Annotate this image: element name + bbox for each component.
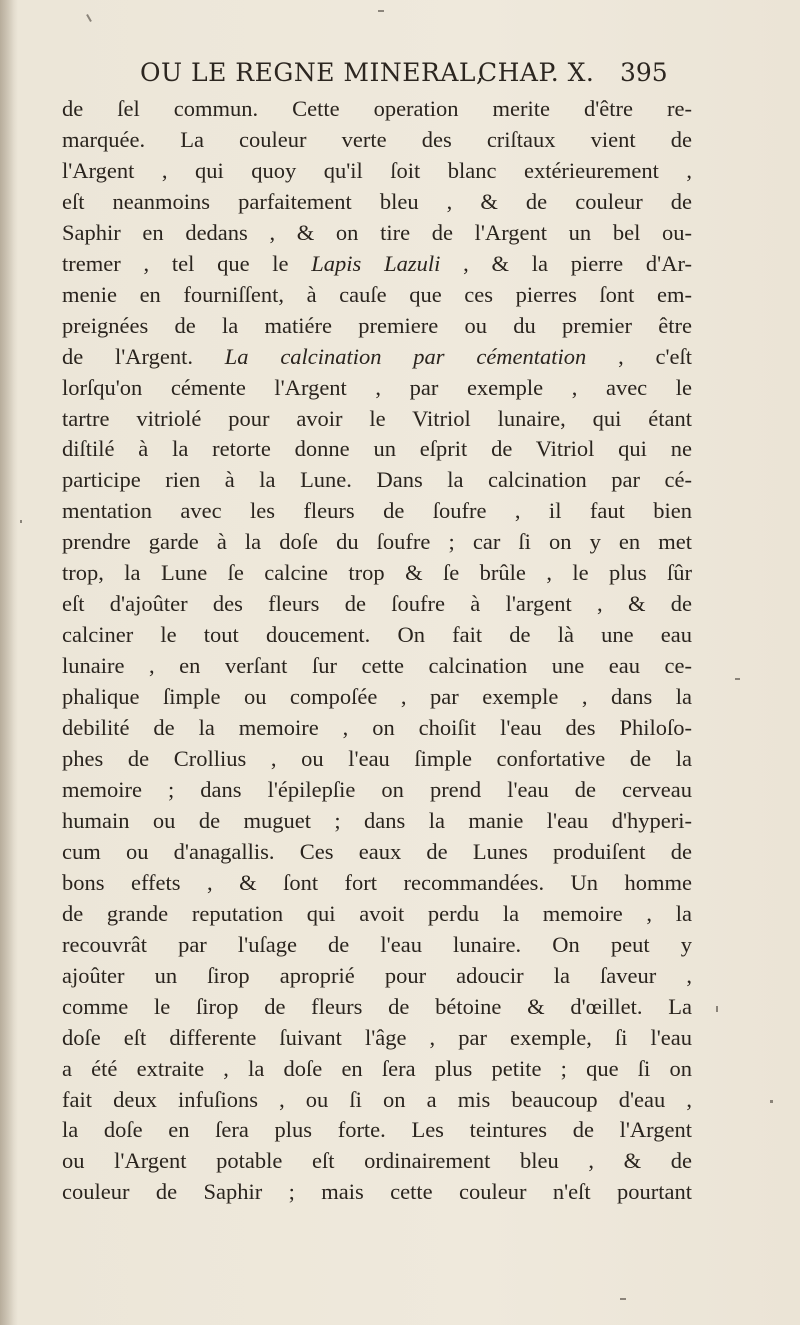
text-line <box>62 342 692 373</box>
text-segment: eſt d'ajoûter des fleurs de ſoufre à l'argent , & de <box>62 591 692 617</box>
text-segment: de l'Argent. <box>62 343 225 369</box>
text-segment: lorſqu'on cémente l'Argent , par exemple , avec le <box>62 374 692 400</box>
text-line <box>62 775 692 806</box>
text-line <box>62 527 692 558</box>
text-segment: diſtilé à la retorte donne un eſprit de Vitriol qui ne <box>62 436 692 462</box>
italic-term: Lapis Lazuli <box>311 250 441 276</box>
text-segment: phalique ſimple ou compoſée , par exemple , dans la <box>62 684 692 710</box>
text-line <box>62 806 692 837</box>
text-segment: debilité de la memoire , on choiſit l'eau des Philoſo- <box>62 715 692 741</box>
text-line <box>62 1085 692 1116</box>
text-segment: cum ou d'anagallis. Ces eaux de Lunes produiſent de <box>62 838 692 864</box>
text-line <box>62 249 692 280</box>
text-segment: a été extraite , la doſe en ſera plus petite ; que ſi on <box>62 1055 692 1081</box>
text-segment: marquée. La couleur verte des criſtaux vient de <box>62 126 692 152</box>
page-number: 395 <box>620 58 668 87</box>
text-segment: fait deux infuſions , ou ſi on a mis beaucoup d'eau , <box>62 1086 692 1112</box>
text-segment: ou l'Argent potable eſt ordinairement bleu , & de <box>62 1148 692 1174</box>
text-segment: doſe eſt differente ſuivant l'âge , par exemple, ſi l'eau <box>62 1024 692 1050</box>
gutter-shadow <box>0 0 18 1325</box>
text-line <box>62 280 692 311</box>
text-segment: , c'eſt <box>586 343 692 369</box>
text-line <box>62 1177 692 1208</box>
text-line <box>62 1115 692 1146</box>
text-segment: mentation avec les fleurs de ſoufre , il faut bien <box>62 498 692 524</box>
text-line <box>62 94 692 125</box>
text-line <box>62 651 692 682</box>
text-line <box>62 558 692 589</box>
text-segment: l'Argent , qui quoy qu'il ſoit blanc extérieurement , <box>62 157 692 183</box>
text-line <box>62 1146 692 1177</box>
text-line <box>62 434 692 465</box>
text-line <box>62 868 692 899</box>
text-segment: ajoûter un ſirop aproprié pour adoucir la ſaveur , <box>62 962 692 988</box>
text-segment: lunaire , en verſant ſur cette calcination une eau ce- <box>62 653 692 679</box>
text-segment: tartre vitriolé pour avoir le Vitriol lunaire, qui étant <box>62 405 692 431</box>
text-line <box>62 744 692 775</box>
text-segment: la doſe en ſera plus forte. Les teintures de l'Argent <box>62 1117 692 1143</box>
text-segment: couleur de Saphir ; mais cette couleur n'eſt pourtant <box>62 1179 692 1205</box>
text-line <box>62 187 692 218</box>
text-segment: phes de Crollius , ou l'eau ſimple confortative de la <box>62 746 692 772</box>
text-line <box>62 218 692 249</box>
text-line <box>62 930 692 961</box>
text-line <box>62 1023 692 1054</box>
text-segment: , & la pierre d'Ar- <box>440 250 692 276</box>
running-head-chapter: CHAP. X. <box>478 58 595 87</box>
text-segment: eſt neanmoins parfaitement bleu , & de couleur de <box>62 188 692 214</box>
text-line <box>62 465 692 496</box>
text-segment: prendre garde à la doſe du ſoufre ; car ſi on y en met <box>62 529 692 555</box>
text-line <box>62 125 692 156</box>
text-segment: memoire ; dans l'épilepſie on prend l'eau de cerveau <box>62 776 692 802</box>
text-line <box>62 837 692 868</box>
text-segment: recouvrât par l'uſage de l'eau lunaire. On peut y <box>62 931 692 957</box>
text-line <box>62 496 692 527</box>
text-line <box>62 713 692 744</box>
text-line <box>62 992 692 1023</box>
text-line <box>62 682 692 713</box>
text-line <box>62 899 692 930</box>
text-line <box>62 404 692 435</box>
text-line <box>62 156 692 187</box>
text-segment: de grande reputation qui avoit perdu la memoire , la <box>62 900 692 926</box>
text-line <box>62 961 692 992</box>
text-line <box>62 373 692 404</box>
text-segment: Saphir en dedans , & on tire de l'Argent un bel ou- <box>62 219 692 245</box>
text-segment: menie en fourniſſent, à cauſe que ces pierres ſont em- <box>62 281 692 307</box>
text-segment: preignées de la matiére premiere ou du premier être <box>62 312 692 338</box>
text-line <box>62 311 692 342</box>
text-segment: bons effets , & ſont fort recommandées. Un homme <box>62 869 692 895</box>
text-line <box>62 620 692 651</box>
text-segment: de ſel commun. Cette operation merite d'être re- <box>62 96 692 121</box>
running-head-title: OU LE REGNE MINERAL, <box>140 58 485 87</box>
text-segment: humain ou de muguet ; dans la manie l'eau d'hyperi- <box>62 807 692 833</box>
text-segment: tremer , tel que le <box>62 250 312 276</box>
text-segment: trop, la Lune ſe calcine trop & ſe brûle , le plus ſûr <box>62 560 692 586</box>
text-segment: calciner le tout doucement. On fait de là une eau <box>62 622 692 648</box>
text-segment: participe rien à la Lune. Dans la calcination par cé- <box>62 467 692 493</box>
running-head <box>0 58 800 94</box>
text-line <box>62 1054 692 1085</box>
text-line <box>62 589 692 620</box>
body-text <box>62 94 692 1208</box>
text-segment: comme le ſirop de fleurs de bétoine & d'œillet. La <box>62 993 692 1019</box>
italic-term: La calcination par cémentation <box>224 343 587 369</box>
